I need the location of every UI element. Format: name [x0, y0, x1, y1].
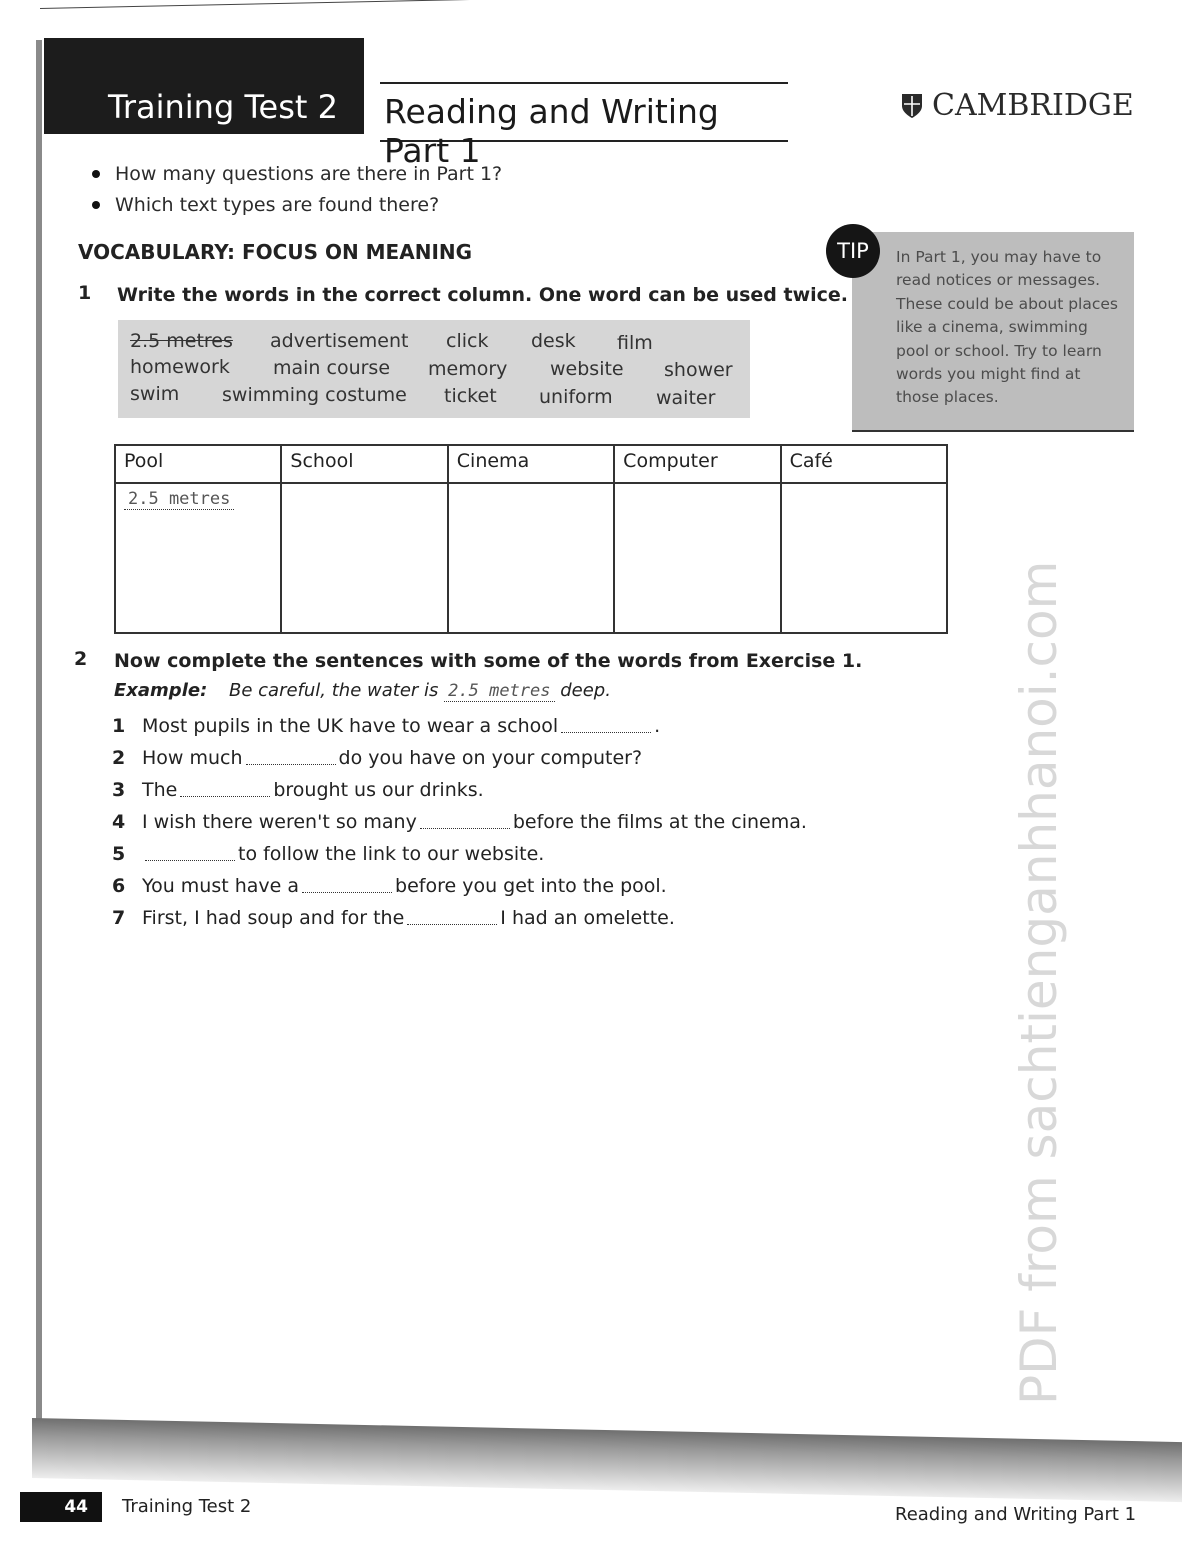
example-answer: 2.5 metres: [124, 489, 234, 510]
logo-text: CAMBRIDGE: [932, 88, 1134, 123]
word-bank-item: website: [550, 358, 624, 380]
answer-gap[interactable]: [180, 795, 270, 797]
scan-shadow-band: [32, 1418, 1182, 1502]
column-header-cinema: Cinema: [448, 445, 614, 483]
word-bank-item: click: [446, 330, 489, 352]
category-table: [114, 444, 948, 634]
example-label: Example:: [114, 680, 208, 701]
footer-section-label: Reading and Writing Part 1: [895, 1504, 1137, 1525]
school-answer-cell[interactable]: [281, 483, 447, 633]
section-title: Reading and Writing Part 1: [384, 92, 719, 170]
exercise-1-instruction: Write the words in the correct column. One word can be used twice.: [117, 284, 849, 306]
word-bank-item: swim: [130, 383, 180, 405]
pool-answer-cell[interactable]: [115, 483, 281, 633]
vocabulary-heading: VOCABULARY: FOCUS ON MEANING: [78, 240, 473, 264]
word-bank-item: main course: [273, 357, 391, 379]
table-header-row: [115, 445, 947, 483]
tip-badge: TIP: [826, 224, 880, 278]
header-band: [44, 38, 364, 134]
list-item: 3 The brought us our drinks.: [112, 779, 484, 801]
exercise-2-example: Example: Be careful, the water is 2.5 metres deep.: [114, 680, 611, 701]
column-header-cafe: Café: [781, 445, 947, 483]
column-header-pool: Pool: [115, 445, 281, 483]
list-item: Which text types are found there?: [92, 189, 502, 220]
word-bank-item: homework: [130, 356, 230, 378]
page-left-border: [36, 40, 42, 1450]
list-item: 6 You must have a before you get into the pool.: [112, 875, 667, 897]
computer-answer-cell[interactable]: [614, 483, 780, 633]
word-bank-item: memory: [428, 358, 508, 380]
word-bank: [118, 320, 750, 418]
word-bank-item: swimming costume: [222, 384, 407, 406]
exercise-2-instruction: Now complete the sentences with some of the words from Exercise 1.: [114, 650, 863, 672]
column-header-computer: Computer: [614, 445, 780, 483]
list-item: 2 How much do you have on your computer?: [112, 747, 643, 769]
list-item: 7 First, I had soup and for the I had an omelette.: [112, 907, 675, 929]
word-bank-item: advertisement: [270, 330, 409, 352]
tip-text: In Part 1, you may have to read notices or messages. These could be about places like a cinema, swimming pool or school. Try to learn words you might find at those places.: [896, 248, 1118, 407]
intro-question-list: [92, 158, 502, 220]
list-item: 4 I wish there weren't so many before the films at the cinema.: [112, 811, 807, 833]
list-item: How many questions are there in Part 1?: [92, 158, 502, 189]
word-bank-item: 2.5 metres: [130, 330, 233, 352]
watermark: PDF from sachtienganhhanoi.com: [1010, 560, 1068, 1405]
tip-box: [852, 232, 1134, 432]
word-bank-item: shower: [664, 359, 733, 381]
exercise-2-number: 2: [74, 648, 88, 670]
answer-gap[interactable]: [302, 891, 392, 893]
list-item: 5 to follow the link to our website.: [112, 843, 545, 865]
section-title-box: [380, 82, 788, 170]
answer-gap[interactable]: [561, 731, 651, 733]
footer-test-label: Training Test 2: [122, 1496, 252, 1517]
bullet-icon: [92, 170, 100, 178]
cambridge-logo: [900, 88, 1134, 123]
cafe-answer-cell[interactable]: [781, 483, 947, 633]
answer-gap[interactable]: [246, 763, 336, 765]
word-bank-item: desk: [531, 330, 576, 352]
answer-gap[interactable]: [420, 827, 510, 829]
bullet-icon: [92, 201, 100, 209]
column-header-school: School: [281, 445, 447, 483]
word-bank-item: ticket: [444, 385, 497, 407]
sentence-list: [112, 710, 807, 934]
shield-icon: [900, 92, 924, 120]
cinema-answer-cell[interactable]: [448, 483, 614, 633]
example-answer: 2.5 metres: [444, 681, 554, 702]
exercise-1-number: 1: [78, 282, 92, 304]
word-bank-item: film: [617, 332, 653, 354]
table-row: [115, 483, 947, 633]
word-bank-item: waiter: [656, 387, 716, 409]
answer-gap[interactable]: [145, 859, 235, 861]
word-bank-item: uniform: [539, 386, 613, 408]
page-number: 44: [20, 1492, 102, 1522]
answer-gap[interactable]: [407, 923, 497, 925]
test-label: Training Test 2: [108, 88, 338, 126]
list-item: 1 Most pupils in the UK have to wear a school .: [112, 715, 661, 737]
page-edge-line: [40, 0, 1180, 9]
